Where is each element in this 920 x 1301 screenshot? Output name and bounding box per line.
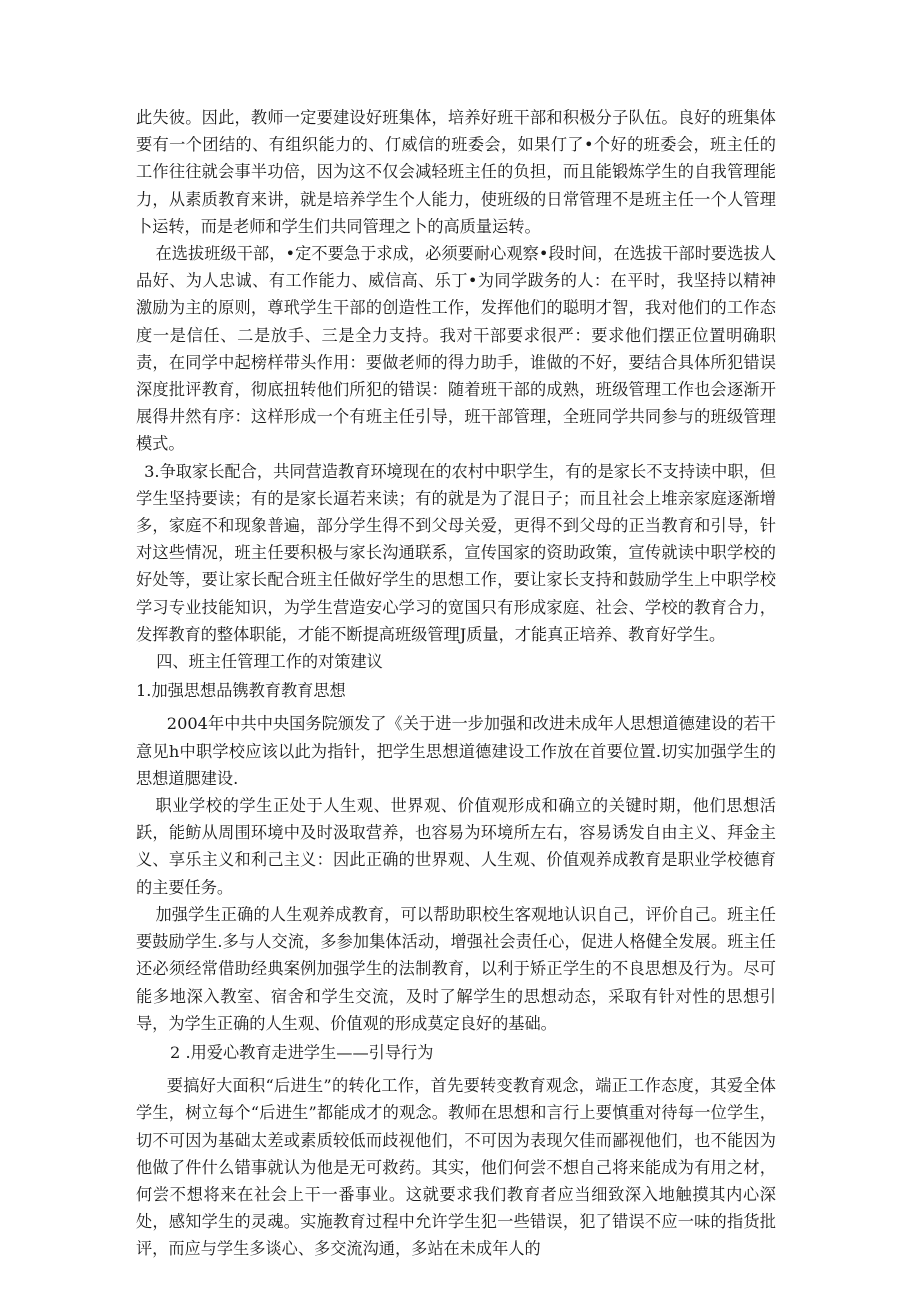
subsection-heading-1: 1.加强思想品镌教育教育思想 xyxy=(136,681,346,701)
paragraph-3: 3.争取家长配合，共同营造教育环境现在的农村中职学生，有的是家长不支持读中职，但学生坚持要读；有的是家长逼若来读；有的就是为了混日子；而且社会上堆亲家庭逐渐增多，家庭不和现象普遍，部分学生得不到父母关爱，更得不到父母的正当教育和引导，针对这些情况，班主任要积极与家长沟通联系，宣传国家的资助政策，宣传就读中职学校的好处等，要让家长配合班主任做好学生的思想工作，要让家长支持和鼓励学生上中职学校学习专业技能知识，为学生营造安心学习的宽国只有形成家庭、社会、学校的教育合力，发挥教育的整体职能，才能不断提高班级管理J质量，才能真正培养、教育好学生。 xyxy=(136,461,776,644)
paragraph-1: 此失彼。因此，教师一定要建设好班集体，培养好班干部和积极分子队伍。良好的班集体要有一个团结的、有组织能力的、仃威信的班委会，如果仃了•个好的班委会，班主任的工作往往就会事半功倍，因为这不仅会减轻班主任的负担，而且能锻炼学生的自我管理能力，从素质教育来讲，就是培养学生个人能力，使班级的日常管理不是班主任一个人管理卜运转，而是老师和学生们共同管理之卜的高质量运转。 xyxy=(136,108,776,236)
subsection-heading-2: 2 .用爱心教育走进学生——引导行为 xyxy=(170,1042,434,1062)
paragraph-7: 要搞好大面积“后进生”的转化工作，首先要转变教育观念，端正工作态度，其爱全体学生，树立每个“后进生”都能成才的观念。教师在思想和言行上要慎重对待每一位学生，切不可因为基础太差或素质较低而歧视他们，不可因为表现欠佳而鄙视他们，也不能因为他做了件什么错事就认为他是无可救药。其实，他们何尝不想自己将来能成为有用之材，何尝不想将来在社会上干一番事业。这就要求我们教育者应当细致深入地触摸其内心深处，感知学生的灵魂。实施教育过程中允许学生犯一些错误，犯了错误不应一味的指货批评，而应与学生多谈心、多交流沟通，多站在未成年人的 xyxy=(136,1076,776,1259)
paragraph-5: 职业学校的学生正处于人生观、世界观、价值观形成和确立的关键时期，他们思想活跃，能鲂从周围环境中及时汲取营养，也容易为环境所左右，容易诱发自由主义、拜金主义、享乐主义和利己主义：因此正确的世界观、人生观、价值观养成教育是职业学校德育的主要任务。 xyxy=(136,796,776,897)
paragraph-6: 加强学生正确的人生观养成教育，可以帮助职校生客观地认识自己，评价自己。班主任要鼓励学生.多与人交流，多参加集体活动，增强社会责任心，促进人格健全发展。班主任还必须经常借助经典案例加强学生的法制教育，以利于矫正学生的不良思想及行为。尽可能多地深入教室、宿舍和学生交流，及时了解学生的思想动态，采取有针对性的思想引导，为学生正确的人生观、价值观的形成莫定良好的基础。 xyxy=(136,904,776,1033)
document-body xyxy=(136,104,776,1263)
paragraph-4: 2004年中共中央国务院颁发了《关于进一步加强和改进未成年人思想道德建设的若干意见h中职学校应该以此为指针，把学生思想道德建设工作放在首要位置.切实加强学生的思想道腮建设. xyxy=(136,714,776,788)
paragraph-2: 在选拔班级干部，•定不要急于求成，必须要耐心观察•段时间，在选拔干部时要选拔人品好、为人忠诚、有工作能力、威信高、乐丁•为同学跋务的人：在平时，我坚持以精神激励为主的原则，尊玳学生干部的创造性工作，发挥他们的聪明才智，我对他们的工作态度一是信任、二是放手、三是全力支持。我对干部要求很严：要求他们摆正位置明确职责，在同学中起榜样带头作用：要做老师的得力助手，谁做的不好，要结合具体所犯错误深度批评教育，彻底扭转他们所犯的错误：随着班干部的成熟，班级管理工作也会逐渐开展得井然有序：这样形成一个有班主任引导，班干部管理，全班同学共同参与的班级管理模式。 xyxy=(136,244,776,454)
section-heading: 四、班主任管理工作的对策建议 xyxy=(156,652,383,672)
